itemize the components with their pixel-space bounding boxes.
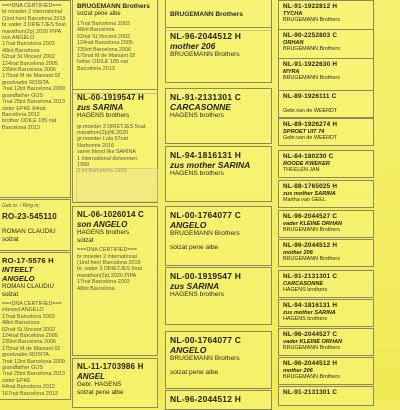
- ancestor-name: zus mother SARINA: [283, 190, 336, 197]
- grandparent-notes: gr.moeder 3 DRIETJES 5nat marathon(2p)NL2020 gr.moeder Lola 57nat Narbonne 2016 same blood like SARINA 1 international duivennen 1999 3 int Barcelona 1999: [77, 123, 146, 175]
- ancestor-name: TYCHA: [283, 10, 303, 17]
- grandparent-owner: HAGENS brothers: [77, 229, 130, 236]
- great-grandparent-card: [278, 90, 374, 118]
- ancestor-ring: NL-96-2044512 H: [170, 31, 242, 41]
- ancestor-owner: BRUGEMANN Brothers: [170, 230, 240, 237]
- ancestor-owner: HAGENS brothers: [170, 170, 224, 177]
- ancestor-name: ANGELO: [170, 220, 207, 230]
- great-grandparent-card: [278, 239, 374, 267]
- ancestor-owner: BRUGEMANN Brothers: [283, 17, 340, 24]
- ancestor-ring: NL-84-180230 C: [283, 153, 334, 160]
- ancestor-ring: NL-89-1926111 C: [283, 93, 337, 100]
- great-grandparent-card: [278, 270, 374, 298]
- ancestor-name: ORHAN: [283, 39, 304, 46]
- grandparent-ring: NL-11-1703986 H: [77, 362, 144, 371]
- great-grandparent-card: [278, 29, 374, 59]
- ancestor-owner: BRUGEMANN Brothers: [170, 51, 240, 58]
- ancestor-location: solzat pene albe: [170, 369, 219, 376]
- ancestor-ring: NL-91-2131301 C: [283, 273, 338, 280]
- grandparent-owner: Gebr. HAGENS: [77, 381, 122, 388]
- ancestor-name: MYRA: [283, 68, 300, 75]
- ancestor-owner: Martha van GEEL: [283, 197, 326, 204]
- ancestor-ring: NL-94-1816131 H: [170, 150, 242, 160]
- ancestor-ring: NL-96-2044527 C: [283, 213, 338, 220]
- ancestor-ring: NL-88-1765025 H: [283, 183, 338, 190]
- grandparent-name: ANGEL: [77, 371, 105, 381]
- ancestor-name: CARCASONNE: [170, 102, 231, 112]
- ancestor-ring: NL-96-2044512 H: [170, 394, 242, 404]
- ancestor-owner: Gebr.van de WEERDT: [283, 107, 338, 114]
- ancestor-ring: NL-00-1919547 H: [170, 271, 242, 281]
- ancestor-card: [165, 88, 272, 144]
- ancestor-name: ANGELO: [170, 345, 207, 355]
- pedigree-notes-card: [0, 0, 71, 198]
- parent-ring: RO-17-5576 H: [2, 256, 54, 265]
- ancestor-name: zus mother SARINA: [283, 309, 336, 316]
- pigeon-ring-card: [0, 199, 71, 251]
- grandparent-notes: ===DNA CERTIFIED=== br moeder 2 international (1ind hen) Barcelona 2019 br. vader 3 DRIETJES 5nat marathon(2p) 2020 PIPA 17nat Barcelona 2003 48int Barcelona: [77, 247, 143, 292]
- pigeon-location: solzat: [2, 236, 19, 243]
- ancestor-name: vader KLEINE ORHAN: [283, 220, 343, 227]
- ancestor-card: [165, 27, 272, 83]
- great-grandparent-card: [278, 328, 374, 356]
- ancestor-owner: BRUGEMANN Brothers: [283, 75, 340, 82]
- ancestor-ring: NL-00-1764077 C: [170, 335, 242, 345]
- great-grandparent-card: [278, 299, 374, 327]
- ancestor-name: mother 206: [283, 249, 313, 256]
- pigeon-owner: ROMAN CLAUDIU: [2, 228, 56, 235]
- ancestor-owner: BRUGEMANN Brothers: [170, 355, 240, 362]
- ancestor-ring: NL-96-2044527 C: [283, 331, 338, 338]
- tape-strip: [76, 168, 158, 202]
- grandparent-location: solzat: [77, 236, 94, 244]
- ancestor-name: SPROET UIT 74: [283, 128, 325, 135]
- great-grandparent-card: [278, 150, 374, 178]
- ancestor-owner: BRUGEMANN Brothers: [170, 11, 243, 18]
- ancestor-ring: NL-96-2044512 H: [283, 242, 338, 249]
- grandparent-card: [72, 0, 158, 94]
- parent-location: solzat: [2, 290, 19, 298]
- grandparent-location: solzat pene albe: [77, 388, 124, 396]
- ancestor-ring: NL-00-1764077 C: [170, 210, 242, 220]
- grandparent-owner: HAGENS brothers: [77, 112, 130, 119]
- ancestor-owner: THEELEN JAN: [283, 167, 320, 174]
- great-grandparent-card: [278, 180, 374, 208]
- great-grandparent-card: [278, 0, 374, 30]
- ancestor-owner: HAGENS brothers: [283, 287, 328, 294]
- ancestor-owner: BRUGEMANN Brothers: [283, 256, 340, 263]
- ancestor-name: CARCASONNE: [283, 280, 324, 287]
- great-grandparent-card: [278, 118, 374, 146]
- ancestor-card: [165, 267, 272, 325]
- great-grandparent-card: [278, 386, 374, 406]
- great-grandparent-card: [278, 58, 374, 91]
- ancestor-card: [165, 331, 272, 389]
- ancestor-owner: BRUGEMANN Brothers: [283, 374, 340, 381]
- ancestor-name: mother 206: [283, 367, 313, 374]
- grandparent-ring: NL-00-1919547 H: [77, 93, 145, 102]
- grandparent-owner: BRUGEMANN Brothers: [77, 3, 150, 10]
- ancestor-ring: NL-91-1922812 H: [283, 3, 338, 10]
- ancestor-ring: NL-96-2044512 H: [283, 360, 338, 367]
- ancestor-ring: NL-89-1926274 H: [283, 121, 338, 128]
- grandparent-notes: 17nat Barcelona 2003 48int Barcelona 52nat St.Vincent 2002 124nat Barcelona 2005 235int Barcelona 2006 175nat M de Marsant 02 father ODILE 185 nat Barcelona 2013: [77, 21, 136, 72]
- great-grandparent-card: [278, 210, 374, 238]
- ancestor-name: mother 206: [170, 41, 216, 51]
- ancestor-owner: HAGENS brothers: [283, 316, 328, 323]
- ancestor-owner: HAGENS brothers: [170, 291, 224, 298]
- ancestor-name: vader KLEINE ORHAN: [283, 338, 343, 345]
- ancestor-name: ROODE KWEKER: [283, 160, 330, 167]
- ancestor-card: [165, 146, 272, 202]
- pigeon-label: Geb.nr. / Ring nr.: [2, 203, 40, 209]
- parent-name: INTEELT ANGELO: [2, 265, 35, 283]
- ancestor-ring: NL-91-1922630 H: [283, 61, 338, 68]
- ancestor-ring: NL-91-2131301 C: [283, 389, 338, 396]
- pigeon-ring: RO-23-545110: [2, 212, 57, 221]
- parent-notes: ===DNA CERTIFIED=== inbreed ANGELO 17nat Barcelona 2003 48int Barcelona 52nat St.Vincent 2002 124nat Barcelona 2005 235int Barcelona 2006 175nat M de Marsant 02 grootvader ROSITA 7nat 12int Barcelona 2009 grandfather GIJS 7nat 25int Barcelona 2013 sister EPKE 64nat Barcelona 2012 167nat Barcelona 2013: [2, 301, 65, 397]
- great-grandparent-card: [278, 357, 374, 385]
- ancestor-owner: HAGENS brothers: [170, 112, 224, 119]
- ancestor-owner: Gebr.van de WEERDT: [283, 135, 338, 142]
- notes-text: ===DNA CERTIFIED=== br moeder 2 international (1ind hen) Barcelona 2019 br vader 3 DRIETJES 5nat marathon(2p) 2020 PIPA son ANGELO 17nat Barcelona 2003 48int Barcelona 52nat St.Vincent 2002 124nat Barcelona 2005 235int Barcelona 2006 175nat M de Marsant 02 grootvader ROSITA 7nat 12int Barcelona 2009 grandfather GIJS 7nat 25int Barcelona 2013 sister EPKE 64nat Barcelona 2012 brother ODILE 185 nat Barcelona 2013: [2, 3, 66, 131]
- ancestor-owner: BRUGEMANN Brothers: [283, 46, 340, 53]
- ancestor-card: [165, 206, 272, 266]
- grandparent-ring: NL-06-1026014 C: [77, 210, 145, 219]
- ancestor-location: solzat pene albe: [170, 244, 219, 251]
- parent-owner: ROMAN CLAUDIU: [2, 283, 54, 290]
- ancestor-owner: BRUGEMANN Brothers: [283, 345, 340, 352]
- grandparent-card: [72, 206, 158, 356]
- ancestor-name: zus mother SARINA: [170, 160, 251, 170]
- grandparent-name: son ANGELO: [77, 219, 128, 229]
- ancestor-name: zus SARINA: [170, 281, 220, 291]
- ancestor-owner: BRUGEMANN Brothers: [283, 227, 340, 234]
- ancestor-ring: NL-94-1816131 H: [283, 302, 338, 309]
- parent-card: [0, 252, 71, 400]
- grandparent-name: zus SARINA: [77, 102, 124, 112]
- ancestor-card: [165, 390, 272, 410]
- grandparent-location: solzat pene albe: [77, 11, 121, 17]
- grandparent-card: [72, 358, 158, 408]
- ancestor-ring: NL-91-2131301 C: [170, 92, 242, 102]
- ancestor-ring: NL-90-2252803 C: [283, 32, 338, 39]
